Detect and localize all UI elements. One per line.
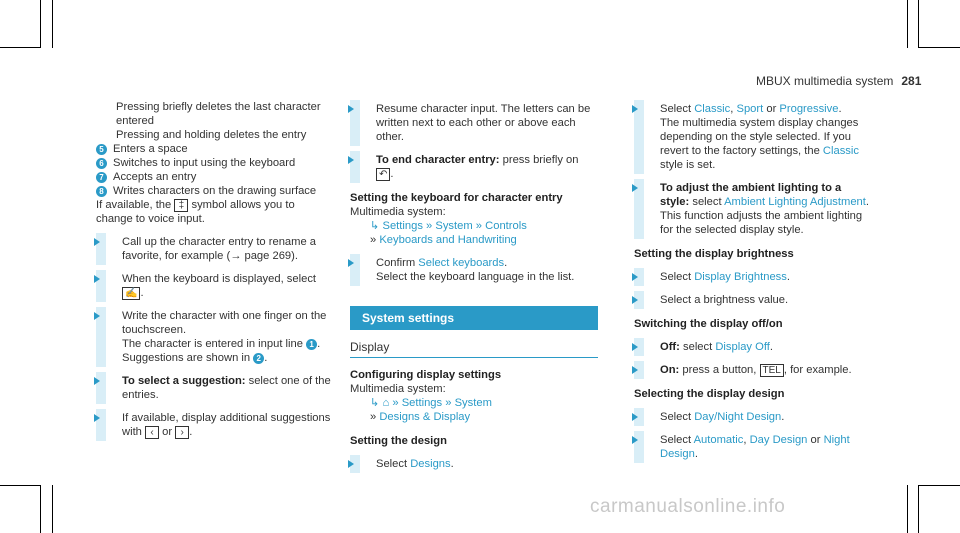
instruction-step: Confirm Select keyboards. Select the keyboard language in the list. (350, 256, 598, 284)
step-arrow-icon (632, 273, 638, 281)
menu-path: » Designs & Display (370, 411, 471, 423)
list-item: 8 Writes characters on the drawing surface (96, 184, 332, 198)
voice-note: If available, the ‡ symbol allows you to change to voice input. (96, 199, 295, 225)
crop-mark (0, 485, 40, 486)
chevron-right-icon: › (175, 426, 189, 439)
instruction-step: When the keyboard is displayed, select ✍ . (96, 272, 332, 300)
step-arrow-icon (632, 366, 638, 374)
instruction-step: Select a brightness value. (634, 293, 870, 307)
instruction-step: On: press a button, TEL , for example. (634, 363, 870, 377)
instruction-step: To select a suggestion: select one of the entries. (96, 374, 332, 402)
step-arrow-icon (632, 413, 638, 421)
back-arrow-icon: ↶ (376, 168, 390, 181)
crop-mark (918, 485, 960, 486)
step-arrow-icon (94, 238, 100, 246)
crop-mark (918, 485, 919, 533)
step-arrow-icon (632, 296, 638, 304)
section-heading: Selecting the display design (634, 388, 785, 400)
item-number: 5 (96, 144, 107, 155)
section-heading: Switching the display off/on (634, 318, 783, 330)
section-banner: System settings (350, 306, 598, 330)
step-arrow-icon (632, 105, 638, 113)
step-arrow-icon (348, 105, 354, 113)
crop-mark (907, 0, 908, 48)
item-number: 7 (96, 172, 107, 183)
instruction-step: If available, display additional suggestions with ‹ or › . (96, 411, 332, 439)
page-number: 281 (901, 74, 922, 88)
page-header (756, 74, 921, 88)
column-3 (634, 100, 870, 461)
menu-path: ↳ Settings » System » Controls (370, 220, 527, 232)
step-arrow-icon (348, 156, 354, 164)
crop-mark (40, 485, 41, 533)
instruction-step: Call up the character entry to rename a favorite, for example (→ page 269). (96, 235, 332, 263)
section-heading: Setting the keyboard for character entry (350, 192, 563, 204)
list-item: 5 Enters a space (96, 142, 332, 156)
section-heading: Setting the design (350, 435, 447, 447)
instruction-step: Off: select Display Off. (634, 340, 870, 354)
subsection-heading: Display (350, 340, 598, 358)
menu-path: ↳ ⌂ » Settings » System (370, 397, 492, 409)
instruction-step: Select Designs. (350, 457, 598, 471)
item-number: 8 (96, 186, 107, 197)
home-icon: ⌂ (382, 397, 390, 409)
intro-text: Pressing and holding deletes the entry (116, 129, 307, 141)
crop-mark (918, 47, 960, 48)
step-arrow-icon (348, 259, 354, 267)
column-1 (96, 100, 332, 439)
callout-2: 2 (253, 353, 264, 364)
step-arrow-icon (632, 184, 638, 192)
intro-text: Pressing briefly deletes the last character entered (116, 101, 321, 127)
section-heading: Setting the display brightness (634, 248, 794, 260)
step-arrow-icon (632, 343, 638, 351)
step-arrow-icon (348, 460, 354, 468)
header-title: MBUX multimedia system (756, 74, 894, 88)
microphone-icon: ‡ (174, 199, 188, 212)
list-item: 6 Switches to input using the keyboard (96, 156, 332, 170)
crop-mark (52, 0, 53, 48)
callout-1: 1 (306, 339, 317, 350)
path-arrow-icon: ↳ (370, 397, 380, 409)
step-arrow-icon (94, 312, 100, 320)
crop-mark (0, 47, 40, 48)
path-arrow-icon: ↳ (370, 220, 380, 232)
step-arrow-icon (94, 414, 100, 422)
step-arrow-icon (94, 275, 100, 283)
menu-path: » Keyboards and Handwriting (370, 234, 517, 246)
instruction-step: Write the character with one finger on the touchscreen. The character is entered in input line 1 . Suggestions are shown in 2 . (96, 309, 332, 365)
crop-mark (907, 485, 908, 533)
handwriting-icon: ✍ (122, 287, 140, 300)
step-arrow-icon (94, 377, 100, 385)
instruction-step: Select Display Brightness. (634, 270, 870, 284)
list-item: 7 Accepts an entry (96, 170, 332, 184)
instruction-step: To end character entry: press briefly on ↶ . (350, 153, 598, 181)
instruction-step: Select Automatic, Day Design or Night Design. (634, 433, 870, 461)
crop-mark (40, 0, 41, 48)
crop-mark (918, 0, 919, 48)
step-arrow-icon (632, 436, 638, 444)
watermark: carmanualsonline.info (590, 496, 786, 517)
instruction-step: To adjust the ambient lighting to a style: select Ambient Lighting Adjustment. This function adjusts the ambient lighting for the selected display style. (634, 181, 870, 237)
item-number: 6 (96, 158, 107, 169)
column-2: Resume character input. The letters can be written next to each other or above each other. To end character entry: press briefly on ↶ . Setting the keyboard for character entry Multimedia system: ↳ Settings » System » Controls » Keyboards and Handwriting Confirm Select keyboards. Select the keyboard language in the list. System settings Display Configuring display settings Multimedia system: ↳ ⌂ » Settings » System » Designs & Display Setting the design Select Designs. (350, 100, 598, 471)
crop-mark (52, 485, 53, 533)
chevron-left-icon: ‹ (145, 426, 159, 439)
instruction-step: Select Day/Night Design. (634, 410, 870, 424)
instruction-step: Resume character input. The letters can be written next to each other or above each other. (350, 102, 598, 144)
section-heading: Configuring display settings (350, 369, 502, 381)
instruction-step: Select Classic, Sport or Progressive. The multimedia system display changes depending on the style selected. If you revert to the factory settings, the Classic style is set. (634, 102, 870, 172)
tel-key-icon: TEL (760, 364, 784, 377)
